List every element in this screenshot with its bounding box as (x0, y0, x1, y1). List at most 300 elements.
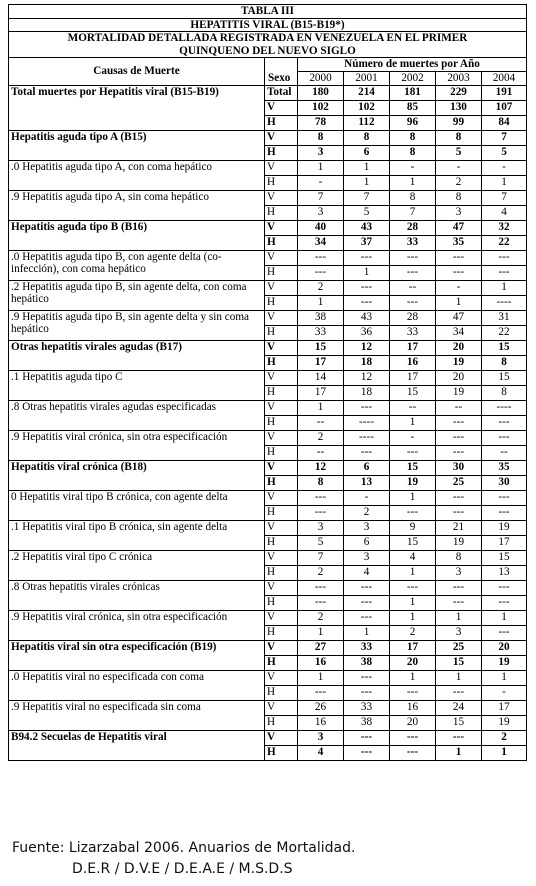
value-cell: 8 (436, 130, 482, 145)
value-cell: 85 (390, 100, 436, 115)
value-cell: - (298, 175, 344, 190)
table-row (9, 550, 527, 565)
cause-cell: Hepatitis viral crónica (B18) (9, 460, 265, 490)
table-title: HEPATITIS VIRAL (B15-B19*) (9, 18, 527, 32)
value-cell: 38 (344, 655, 390, 670)
table-row (9, 670, 527, 685)
value-cell: 1 (482, 745, 527, 760)
cause-cell: .8 Otras hepatitis virales crónicas (9, 580, 265, 610)
value-cell: 17 (298, 355, 344, 370)
value-cell: --- (390, 295, 436, 310)
table-row (9, 340, 527, 355)
value-cell: --- (344, 580, 390, 595)
value-cell: 25 (436, 475, 482, 490)
value-cell: -- (390, 280, 436, 295)
value-cell: 2 (436, 175, 482, 190)
value-cell: 38 (298, 310, 344, 325)
value-cell: 1 (390, 415, 436, 430)
value-cell: 16 (298, 715, 344, 730)
value-cell: 20 (390, 655, 436, 670)
value-cell: 15 (390, 385, 436, 400)
value-cell: 5 (436, 145, 482, 160)
sex-cell: V (265, 580, 298, 595)
value-cell: 3 (298, 730, 344, 745)
value-cell: 1 (482, 670, 527, 685)
value-cell: 180 (298, 85, 344, 100)
cause-cell: .8 Otras hepatitis virales agudas especificadas (9, 400, 265, 430)
value-cell: 33 (390, 325, 436, 340)
value-cell: 6 (344, 535, 390, 550)
value-cell: 13 (482, 565, 527, 580)
sex-cell: H (265, 175, 298, 190)
value-cell: ---- (482, 295, 527, 310)
value-cell: 30 (482, 475, 527, 490)
value-cell: -- (390, 400, 436, 415)
value-cell: 18 (344, 355, 390, 370)
table-row (9, 250, 527, 265)
sex-cell: V (265, 610, 298, 625)
value-cell: -- (482, 445, 527, 460)
value-cell: 14 (298, 370, 344, 385)
cause-cell: .2 Hepatitis aguda tipo B, sin agente delta, con coma hepático (9, 280, 265, 310)
cause-cell: .9 Hepatitis viral crónica, sin otra especificación (9, 430, 265, 460)
cause-cell: .9 Hepatitis aguda tipo B, sin agente delta y sin coma hepático (9, 310, 265, 340)
value-cell: --- (436, 685, 482, 700)
value-cell: --- (298, 490, 344, 505)
sex-cell: H (265, 685, 298, 700)
value-cell: 9 (390, 520, 436, 535)
value-cell: - (390, 160, 436, 175)
value-cell: 8 (482, 355, 527, 370)
value-cell: 1 (298, 625, 344, 640)
value-cell: 16 (390, 355, 436, 370)
value-cell: --- (482, 625, 527, 640)
value-cell: 3 (298, 145, 344, 160)
value-cell: 15 (436, 715, 482, 730)
value-cell: 102 (298, 100, 344, 115)
value-cell: 1 (482, 610, 527, 625)
value-cell: --- (390, 505, 436, 520)
value-cell: 33 (344, 640, 390, 655)
sex-cell: H (265, 265, 298, 280)
column-header-year: 2000 (298, 71, 344, 85)
value-cell: 1 (344, 175, 390, 190)
value-cell: 3 (436, 205, 482, 220)
value-cell: 2 (298, 565, 344, 580)
value-cell: 107 (482, 100, 527, 115)
sex-cell: H (265, 535, 298, 550)
value-cell: 5 (344, 205, 390, 220)
value-cell: - (436, 160, 482, 175)
sex-cell: V (265, 100, 298, 115)
sex-cell: V (265, 340, 298, 355)
value-cell: 1 (298, 295, 344, 310)
value-cell: 17 (482, 535, 527, 550)
value-cell: 43 (344, 310, 390, 325)
value-cell: 5 (298, 535, 344, 550)
sex-cell: V (265, 520, 298, 535)
sex-cell: H (265, 595, 298, 610)
value-cell: 17 (390, 370, 436, 385)
value-cell: 6 (344, 460, 390, 475)
value-cell: 19 (390, 475, 436, 490)
value-cell: 2 (298, 280, 344, 295)
cause-cell: .9 Hepatitis viral crónica, sin otra especificación (9, 610, 265, 640)
column-header-spacer (265, 58, 298, 72)
value-cell: --- (298, 505, 344, 520)
value-cell: --- (436, 265, 482, 280)
sex-cell: V (265, 400, 298, 415)
column-header-sex: Sexo (265, 71, 298, 85)
value-cell: 17 (390, 340, 436, 355)
value-cell: --- (482, 430, 527, 445)
value-cell: 96 (390, 115, 436, 130)
value-cell: 8 (298, 475, 344, 490)
value-cell: 229 (436, 85, 482, 100)
sex-cell: H (265, 145, 298, 160)
column-header-year: 2001 (344, 71, 390, 85)
table-row (9, 400, 527, 415)
value-cell: 112 (344, 115, 390, 130)
table-subtitle-line2: QUINQUENO DEL NUEVO SIGLO (179, 44, 356, 57)
value-cell: --- (344, 295, 390, 310)
value-cell: 1 (344, 265, 390, 280)
value-cell: 36 (344, 325, 390, 340)
value-cell: 22 (482, 325, 527, 340)
sex-cell: V (265, 130, 298, 145)
value-cell: 181 (390, 85, 436, 100)
source-line-2: D.E.R / D.V.E / D.E.A.E / M.S.D.S (72, 861, 293, 877)
value-cell: 8 (482, 385, 527, 400)
table-row (9, 610, 527, 625)
value-cell: --- (436, 490, 482, 505)
value-cell: 8 (298, 130, 344, 145)
value-cell: - (436, 280, 482, 295)
value-cell: 40 (298, 220, 344, 235)
value-cell: 1 (390, 490, 436, 505)
value-cell: 47 (436, 220, 482, 235)
value-cell: --- (482, 250, 527, 265)
value-cell: 7 (482, 130, 527, 145)
sex-cell: H (265, 565, 298, 580)
value-cell: 12 (344, 370, 390, 385)
value-cell: --- (390, 685, 436, 700)
value-cell: 15 (482, 370, 527, 385)
table-subtitle-line1: MORTALIDAD DETALLADA REGISTRADA EN VENEZUELA EN EL PRIMER (67, 32, 468, 45)
value-cell: 24 (436, 700, 482, 715)
sex-cell: V (265, 730, 298, 745)
cause-cell: Hepatitis viral sin otra especificación (B19) (9, 640, 265, 670)
value-cell: 7 (482, 190, 527, 205)
value-cell: --- (298, 250, 344, 265)
value-cell: --- (390, 265, 436, 280)
value-cell: 19 (436, 385, 482, 400)
cause-cell: .0 Hepatitis aguda tipo A, con coma hepático (9, 160, 265, 190)
sex-cell: V (265, 550, 298, 565)
value-cell: 1 (298, 160, 344, 175)
sex-cell: V (265, 490, 298, 505)
table-row (9, 190, 527, 205)
value-cell: 31 (482, 310, 527, 325)
value-cell: 17 (482, 700, 527, 715)
value-cell: 16 (390, 700, 436, 715)
cause-cell: B94.2 Secuelas de Hepatitis viral (9, 730, 265, 760)
table-row (9, 310, 527, 325)
table-subtitle (9, 32, 527, 58)
value-cell: 13 (344, 475, 390, 490)
value-cell: 27 (298, 640, 344, 655)
table-row (9, 640, 527, 655)
sex-cell: H (265, 325, 298, 340)
sex-cell: H (265, 445, 298, 460)
table-row (9, 160, 527, 175)
sex-cell: H (265, 655, 298, 670)
value-cell: --- (482, 505, 527, 520)
value-cell: ---- (344, 415, 390, 430)
cause-cell: .9 Hepatitis viral no especificada sin coma (9, 700, 265, 730)
sex-cell: V (265, 430, 298, 445)
value-cell: 8 (390, 130, 436, 145)
cause-cell: Hepatitis aguda tipo A (B15) (9, 130, 265, 160)
sex-cell: H (265, 205, 298, 220)
table-row (9, 220, 527, 235)
value-cell: 20 (436, 370, 482, 385)
value-cell: --- (390, 250, 436, 265)
value-cell: --- (482, 490, 527, 505)
sex-cell: V (265, 640, 298, 655)
cause-cell: Total muertes por Hepatitis viral (B15-B19) (9, 85, 265, 130)
value-cell: 1 (390, 610, 436, 625)
value-cell: --- (482, 265, 527, 280)
value-cell: 22 (482, 235, 527, 250)
value-cell: 17 (390, 640, 436, 655)
table-row (9, 490, 527, 505)
table-row (9, 370, 527, 385)
value-cell: - (390, 430, 436, 445)
sex-cell: H (265, 505, 298, 520)
value-cell: 1 (482, 280, 527, 295)
value-cell: --- (390, 445, 436, 460)
sex-cell: H (265, 235, 298, 250)
value-cell: 130 (436, 100, 482, 115)
value-cell: --- (344, 670, 390, 685)
value-cell: 191 (482, 85, 527, 100)
table-row (9, 130, 527, 145)
value-cell: 20 (390, 715, 436, 730)
value-cell: 3 (436, 565, 482, 580)
value-cell: 1 (390, 595, 436, 610)
value-cell: 102 (344, 100, 390, 115)
table-row (9, 430, 527, 445)
value-cell: 35 (436, 235, 482, 250)
sex-cell: V (265, 280, 298, 295)
table-container (8, 4, 526, 761)
value-cell: 34 (436, 325, 482, 340)
cause-cell: Otras hepatitis virales agudas (B17) (9, 340, 265, 370)
sex-cell: H (265, 745, 298, 760)
sex-cell: V (265, 370, 298, 385)
value-cell: -- (436, 400, 482, 415)
cause-cell: .1 Hepatitis viral tipo B crónica, sin agente delta (9, 520, 265, 550)
value-cell: 28 (390, 220, 436, 235)
value-cell: 1 (482, 175, 527, 190)
value-cell: 1 (390, 565, 436, 580)
value-cell: 1 (436, 295, 482, 310)
value-cell: 19 (436, 355, 482, 370)
value-cell: --- (390, 580, 436, 595)
column-header-year: 2002 (390, 71, 436, 85)
value-cell: 12 (344, 340, 390, 355)
value-cell: 8 (390, 190, 436, 205)
value-cell: --- (390, 730, 436, 745)
value-cell: --- (344, 595, 390, 610)
value-cell: 26 (298, 700, 344, 715)
value-cell: 8 (436, 550, 482, 565)
value-cell: 1 (436, 610, 482, 625)
value-cell: --- (482, 415, 527, 430)
value-cell: 7 (298, 190, 344, 205)
value-cell: - (482, 160, 527, 175)
value-cell: 1 (436, 745, 482, 760)
value-cell: --- (436, 445, 482, 460)
value-cell: 34 (298, 235, 344, 250)
value-cell: --- (482, 580, 527, 595)
table-row (9, 700, 527, 715)
sex-cell: V (265, 310, 298, 325)
value-cell: - (344, 490, 390, 505)
value-cell: 1 (298, 670, 344, 685)
value-cell: 47 (436, 310, 482, 325)
cause-cell: .0 Hepatitis aguda tipo B, con agente delta (co-infección), con coma hepático (9, 250, 265, 280)
value-cell: --- (298, 265, 344, 280)
value-cell: 16 (298, 655, 344, 670)
value-cell: 35 (482, 460, 527, 475)
value-cell: 8 (344, 130, 390, 145)
mortality-table (8, 4, 527, 761)
value-cell: --- (436, 730, 482, 745)
value-cell: 3 (344, 520, 390, 535)
value-cell: --- (344, 280, 390, 295)
value-cell: 1 (390, 175, 436, 190)
cause-cell: .2 Hepatitis viral tipo C crónica (9, 550, 265, 580)
value-cell: 15 (390, 460, 436, 475)
value-cell: 3 (344, 550, 390, 565)
cause-cell: .9 Hepatitis aguda tipo A, sin coma hepático (9, 190, 265, 220)
value-cell: --- (482, 595, 527, 610)
value-cell: ---- (482, 400, 527, 415)
value-cell: 15 (298, 340, 344, 355)
table-label: TABLA III (9, 5, 527, 19)
table-row (9, 730, 527, 745)
value-cell: 18 (344, 385, 390, 400)
value-cell: --- (436, 580, 482, 595)
value-cell: 19 (436, 535, 482, 550)
value-cell: 32 (482, 220, 527, 235)
value-cell: --- (344, 685, 390, 700)
value-cell: 19 (482, 520, 527, 535)
value-cell: --- (344, 745, 390, 760)
value-cell: -- (298, 415, 344, 430)
value-cell: ---- (344, 430, 390, 445)
value-cell: 2 (298, 430, 344, 445)
value-cell: --- (436, 430, 482, 445)
value-cell: --- (390, 745, 436, 760)
table-row (9, 280, 527, 295)
sex-cell: V (265, 190, 298, 205)
value-cell: 33 (390, 235, 436, 250)
sex-cell: V (265, 460, 298, 475)
value-cell: 8 (390, 145, 436, 160)
source-footer (12, 838, 355, 880)
value-cell: 7 (344, 190, 390, 205)
value-cell: 21 (436, 520, 482, 535)
value-cell: --- (436, 415, 482, 430)
sex-cell: V (265, 670, 298, 685)
sex-cell: H (265, 415, 298, 430)
table-row (9, 580, 527, 595)
value-cell: 15 (436, 655, 482, 670)
value-cell: 4 (344, 565, 390, 580)
value-cell: 4 (298, 745, 344, 760)
value-cell: 7 (298, 550, 344, 565)
value-cell: 1 (298, 400, 344, 415)
sex-cell: V (265, 160, 298, 175)
value-cell: 25 (436, 640, 482, 655)
value-cell: 2 (344, 505, 390, 520)
value-cell: 37 (344, 235, 390, 250)
value-cell: 17 (298, 385, 344, 400)
value-cell: 20 (436, 340, 482, 355)
value-cell: --- (298, 685, 344, 700)
source-line-1: Fuente: Lizarzabal 2006. Anuarios de Mortalidad. (12, 840, 356, 856)
sex-cell: V (265, 700, 298, 715)
table-row (9, 85, 527, 100)
value-cell: 78 (298, 115, 344, 130)
value-cell: 19 (482, 715, 527, 730)
value-cell: --- (344, 400, 390, 415)
value-cell: 2 (390, 625, 436, 640)
value-cell: --- (344, 445, 390, 460)
value-cell: --- (436, 595, 482, 610)
value-cell: 19 (482, 655, 527, 670)
value-cell: 4 (390, 550, 436, 565)
value-cell: --- (436, 505, 482, 520)
sex-cell: H (265, 355, 298, 370)
value-cell: 2 (298, 610, 344, 625)
sex-cell: H (265, 715, 298, 730)
value-cell: --- (436, 250, 482, 265)
value-cell: 12 (298, 460, 344, 475)
value-cell: --- (344, 730, 390, 745)
value-cell: 15 (482, 550, 527, 565)
value-cell: 84 (482, 115, 527, 130)
value-cell: --- (344, 610, 390, 625)
sex-cell: V (265, 220, 298, 235)
value-cell: -- (298, 445, 344, 460)
sex-cell: H (265, 295, 298, 310)
sex-cell: H (265, 115, 298, 130)
sex-cell: H (265, 475, 298, 490)
value-cell: --- (298, 580, 344, 595)
column-header-year: 2004 (482, 71, 527, 85)
cause-cell: .1 Hepatitis aguda tipo C (9, 370, 265, 400)
value-cell: 15 (390, 535, 436, 550)
value-cell: 43 (344, 220, 390, 235)
value-cell: 4 (482, 205, 527, 220)
column-header-cause: Causas de Muerte (9, 58, 265, 85)
column-header-year: 2003 (436, 71, 482, 85)
sex-cell: V (265, 250, 298, 265)
